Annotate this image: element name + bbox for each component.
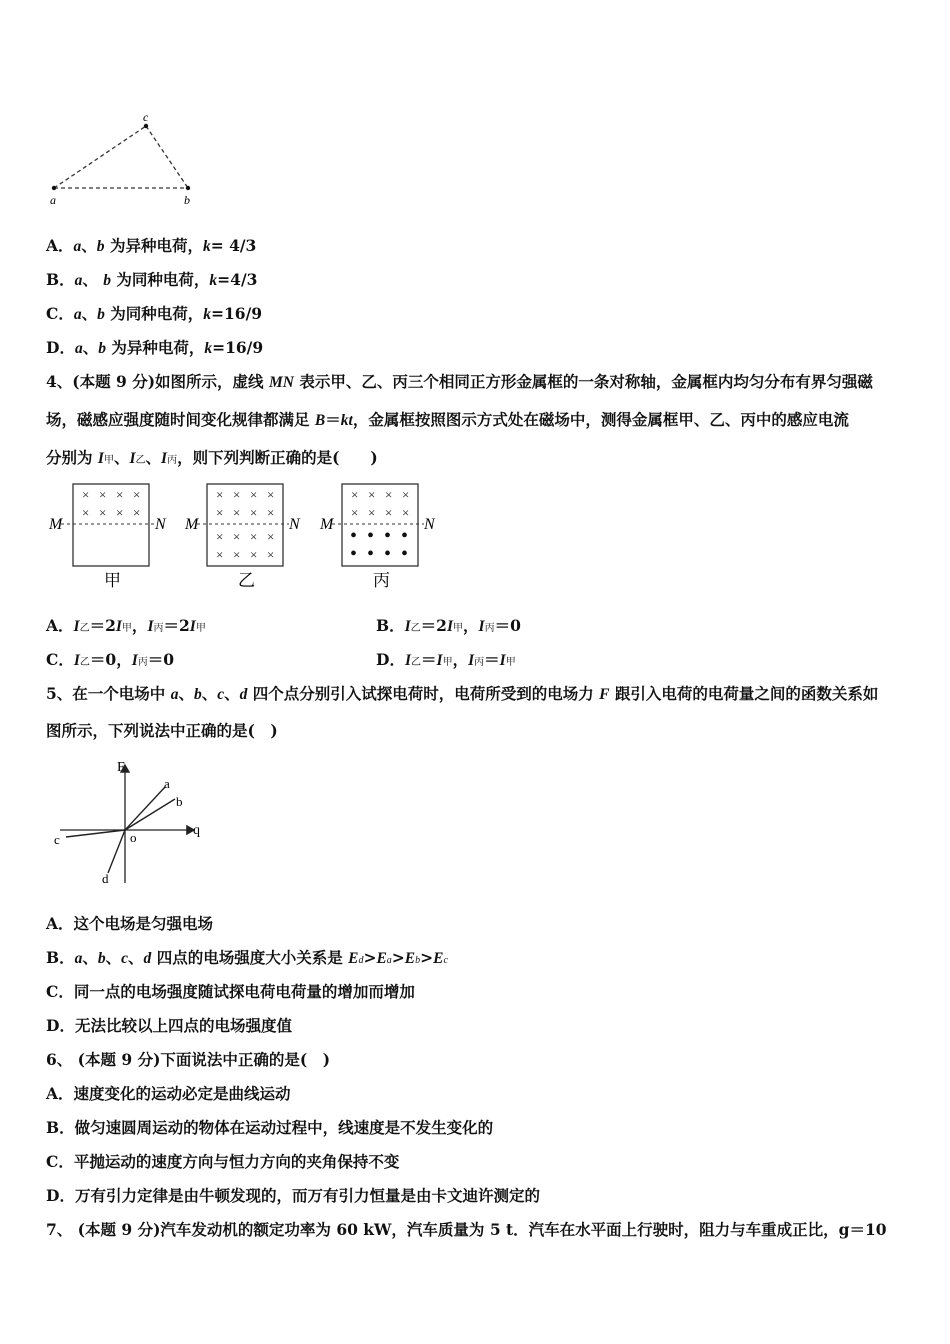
q3-option-a[interactable]: A．a、b 为异种电荷，k= 4/3 (46, 236, 257, 255)
svg-text:×: × (216, 505, 224, 520)
q4-option-d[interactable]: D．I乙＝I甲，I丙＝I甲 (376, 650, 516, 669)
svg-text:×: × (250, 529, 258, 544)
svg-text:×: × (250, 547, 258, 562)
svg-text:×: × (233, 505, 241, 520)
svg-text:×: × (368, 505, 376, 520)
frame-bing-label: 丙 (373, 571, 390, 590)
svg-text:×: × (267, 547, 275, 562)
svg-text:×: × (99, 505, 107, 520)
frame-jia-M: M (49, 516, 63, 533)
svg-text:•: • (401, 543, 409, 565)
f-axis-label: F (117, 760, 125, 775)
line-a-label: a (164, 776, 170, 791)
svg-text:•: • (384, 543, 392, 565)
svg-text:•: • (350, 543, 358, 565)
q6-option-c[interactable]: C．平抛运动的速度方向与恒力方向的夹角保持不变 (46, 1152, 400, 1171)
svg-text:×: × (351, 505, 359, 520)
q4-option-c[interactable]: C．I乙＝0，I丙＝0 (46, 650, 175, 669)
svg-text:×: × (133, 487, 141, 502)
svg-text:×: × (233, 547, 241, 562)
svg-text:×: × (216, 547, 224, 562)
q6-option-a[interactable]: A．速度变化的运动必定是曲线运动 (46, 1084, 291, 1103)
svg-text:×: × (133, 505, 141, 520)
svg-text:•: • (384, 525, 392, 547)
frame-jia-label: 甲 (104, 571, 121, 590)
svg-text:×: × (368, 487, 376, 502)
q4-option-b[interactable]: B．I乙＝2I甲，I丙＝0 (376, 616, 521, 635)
q5-fq-graph (48, 755, 218, 890)
svg-text:×: × (267, 529, 275, 544)
q3-option-b[interactable]: B．a、 b 为同种电荷，k=4/3 (46, 270, 258, 289)
frame-jia-N: N (155, 516, 166, 533)
q5-stem-line-1: 5、在一个电场中 a、b、c、d 四个点分别引入试探电荷时，电荷所受到的电场力 F 跟引入电荷的电荷量之间的函数关系如 (46, 684, 879, 703)
svg-text:×: × (233, 487, 241, 502)
frame-bing-M: M (320, 516, 334, 533)
svg-text:×: × (267, 505, 275, 520)
svg-text:×: × (267, 487, 275, 502)
svg-text:•: • (350, 525, 358, 547)
svg-text:×: × (250, 505, 258, 520)
q4-stem-line-2: 场，磁感应强度随时间变化规律都满足 B＝kt，金属框按照图示方式处在磁场中，测得金属框甲、乙、丙中的感应电流 (46, 410, 849, 429)
svg-text:×: × (82, 487, 90, 502)
triangle-figure (40, 110, 210, 210)
q5-option-c[interactable]: C．同一点的电场强度随试探电荷电荷量的增加而增加 (46, 982, 415, 1001)
line-c (66, 830, 125, 837)
svg-text:×: × (402, 505, 410, 520)
q7-stem: 7、 (本题 9 分)汽车发动机的额定功率为 60 kW，汽车质量为 5 t．汽车在水平面上行驶时，阻力与车重成正比，g＝10 (46, 1220, 887, 1239)
frame-yi-label: 乙 (238, 571, 255, 590)
svg-text:•: • (367, 543, 375, 565)
q6-option-b[interactable]: B．做匀速圆周运动的物体在运动过程中，线速度是不发生变化的 (46, 1118, 494, 1137)
point-a-label: a (50, 193, 56, 207)
q3-option-c[interactable]: C．a、b 为同种电荷，k=16/9 (46, 304, 263, 323)
q4-stem-line-1: 4、(本题 9 分)如图所示，虚线 MN 表示甲、乙、丙三个相同正方形金属框的一条对称轴，金属框内均匀分布有界匀强磁 (46, 372, 873, 391)
point-c-label: c (143, 110, 149, 124)
q5-option-b[interactable]: B．a、b、c、d 四点的电场强度大小关系是 Ed>Ea>Eb>Ec (46, 948, 448, 967)
frame-yi-M: M (185, 516, 199, 533)
frame-bing (319, 484, 436, 590)
line-b-label: b (176, 794, 183, 809)
q4-option-a[interactable]: A．I乙＝2I甲，I丙＝2I甲 (46, 616, 206, 635)
svg-text:×: × (216, 529, 224, 544)
q4-frames-figure (44, 478, 454, 596)
line-c-label: c (54, 832, 60, 847)
frame-yi (184, 484, 301, 590)
svg-text:×: × (216, 487, 224, 502)
svg-text:×: × (116, 505, 124, 520)
frame-jia (48, 484, 167, 590)
frame-bing-N: N (424, 516, 435, 533)
svg-text:×: × (116, 487, 124, 502)
svg-text:×: × (82, 505, 90, 520)
svg-text:×: × (351, 487, 359, 502)
q4-stem-line-3: 分别为 I甲、I乙、I丙，则下列判断正确的是( ) (46, 448, 378, 467)
q-axis-label: q (193, 823, 200, 838)
svg-text:×: × (233, 529, 241, 544)
svg-text:×: × (385, 505, 393, 520)
svg-text:×: × (99, 487, 107, 502)
q5-option-d[interactable]: D．无法比较以上四点的电场强度值 (46, 1016, 292, 1035)
line-d (108, 830, 125, 873)
origin-label: o (130, 830, 137, 845)
svg-text:•: • (367, 525, 375, 547)
q3-option-d[interactable]: D．a、b 为异种电荷，k=16/9 (46, 338, 264, 357)
svg-text:•: • (401, 525, 409, 547)
q5-option-a[interactable]: A．这个电场是匀强电场 (46, 914, 214, 933)
q6-stem: 6、 (本题 9 分)下面说法中正确的是( ) (46, 1050, 331, 1069)
q5-stem-line-2: 图所示，下列说法中正确的是( ) (46, 721, 278, 740)
line-d-label: d (102, 871, 109, 886)
q6-option-d[interactable]: D．万有引力定律是由牛顿发现的，而万有引力恒量是由卡文迪许测定的 (46, 1186, 540, 1205)
point-b-label: b (184, 193, 190, 207)
frame-yi-N: N (289, 516, 300, 533)
svg-text:×: × (402, 487, 410, 502)
svg-text:×: × (385, 487, 393, 502)
svg-text:×: × (250, 487, 258, 502)
